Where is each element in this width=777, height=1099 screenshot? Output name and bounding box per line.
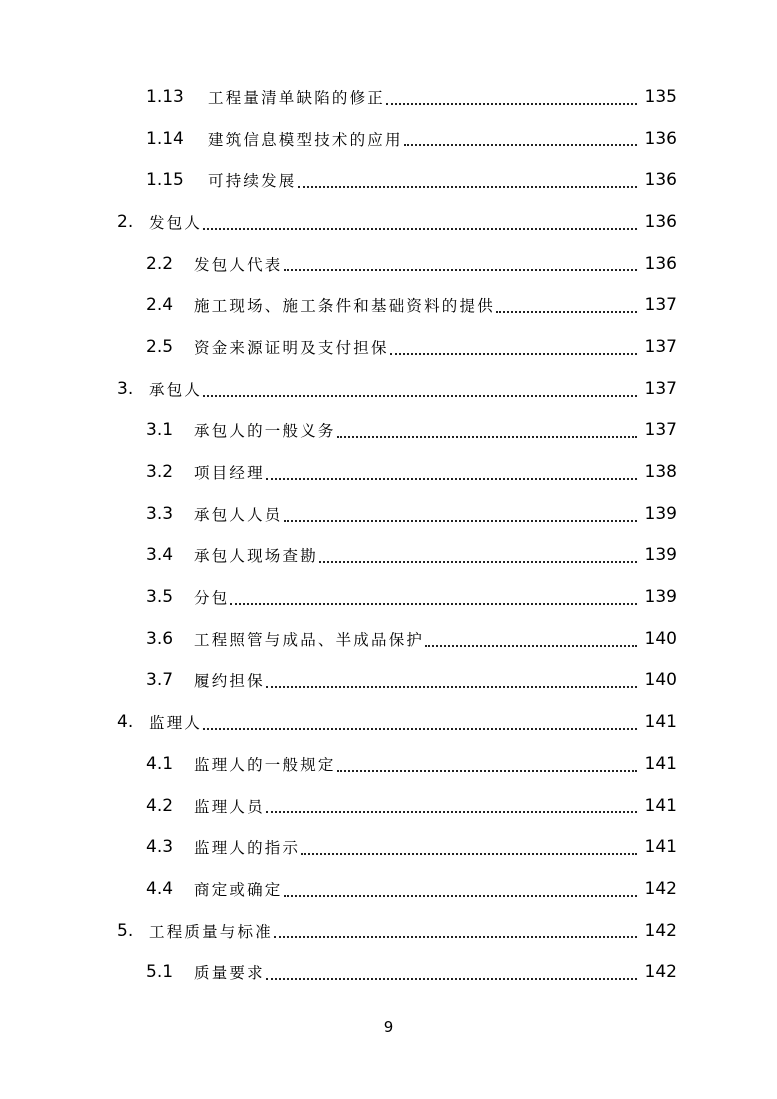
page-number: 9 xyxy=(383,1018,394,1036)
toc-entry-page: 141 xyxy=(644,712,677,733)
toc-entry-number: 2.4 xyxy=(146,295,174,316)
toc-leader-dots xyxy=(284,269,637,271)
toc-entry-page: 137 xyxy=(644,420,677,441)
toc-leader-dots xyxy=(203,228,637,230)
toc-entry-number: 4.3 xyxy=(146,837,174,858)
toc-entry-page: 136 xyxy=(644,170,677,191)
toc-entry-number: 1.13 xyxy=(146,86,184,107)
toc-entry-title: 工程质量与标准 xyxy=(149,922,273,941)
toc-entry-title: 质量要求 xyxy=(194,964,265,983)
toc-entry-4[interactable] xyxy=(0,701,777,743)
toc-leader-dots xyxy=(284,520,637,522)
toc-leader-dots xyxy=(284,895,637,897)
toc-leader-dots xyxy=(390,353,637,355)
toc-entry-page: 141 xyxy=(644,795,677,816)
toc-entry-number: 5.1 xyxy=(146,962,174,983)
toc-entry-page: 139 xyxy=(644,587,677,608)
toc-entry-4-4[interactable] xyxy=(0,868,777,910)
toc-entry-page: 139 xyxy=(644,503,677,524)
toc-entry-4-2[interactable] xyxy=(0,785,777,827)
toc-entry-number: 1.15 xyxy=(146,170,184,191)
toc-entry-number: 3.1 xyxy=(146,420,174,441)
toc-leader-dots xyxy=(319,561,637,563)
toc-entry-page: 137 xyxy=(644,336,677,357)
toc-entry-5-1[interactable] xyxy=(0,951,777,993)
toc-leader-dots xyxy=(386,103,637,105)
toc-entry-number: 4.4 xyxy=(146,878,174,899)
toc-entry-number: 1.14 xyxy=(146,128,184,149)
toc-leader-dots xyxy=(301,853,637,855)
toc-entry-number: 3.7 xyxy=(146,670,174,691)
toc-entry-page: 140 xyxy=(644,670,677,691)
toc-entry-title: 发包人代表 xyxy=(194,255,283,274)
toc-leader-dots xyxy=(266,686,637,688)
toc-entry-1-14[interactable] xyxy=(0,118,777,160)
toc-entry-3-7[interactable] xyxy=(0,660,777,702)
toc-leader-dots xyxy=(337,436,637,438)
toc-entry-number: 2.2 xyxy=(146,253,174,274)
toc-entry-page: 140 xyxy=(644,628,677,649)
toc-entry-3[interactable] xyxy=(0,368,777,410)
toc-entry-title: 工程量清单缺陷的修正 xyxy=(208,88,386,107)
toc-entry-3-4[interactable] xyxy=(0,535,777,577)
toc-entry-title: 承包人 xyxy=(149,380,203,399)
toc-entry-5[interactable] xyxy=(0,910,777,952)
toc-entry-title: 商定或确定 xyxy=(194,880,283,899)
toc-entry-title: 监理人员 xyxy=(194,797,265,816)
toc-entry-number: 3.6 xyxy=(146,628,174,649)
toc-entry-title: 施工现场、施工条件和基础资料的提供 xyxy=(194,297,495,316)
toc-entry-title: 承包人现场查勘 xyxy=(194,547,318,566)
toc-entry-page: 139 xyxy=(644,545,677,566)
toc-entry-1-15[interactable] xyxy=(0,159,777,201)
toc-entry-title: 承包人的一般义务 xyxy=(194,422,336,441)
toc-entry-1-13[interactable] xyxy=(0,76,777,118)
toc-entry-title: 监理人的指示 xyxy=(194,839,301,858)
toc-leader-dots xyxy=(230,603,637,605)
toc-entry-title: 监理人 xyxy=(149,714,203,733)
toc-entry-title: 项目经理 xyxy=(194,464,265,483)
toc-leader-dots xyxy=(274,936,637,938)
toc-leader-dots xyxy=(496,311,637,313)
toc-entry-4-3[interactable] xyxy=(0,826,777,868)
toc-entry-page: 136 xyxy=(644,128,677,149)
toc-entry-number: 5. xyxy=(117,920,134,941)
toc-entry-title: 监理人的一般规定 xyxy=(194,755,336,774)
toc-entry-page: 142 xyxy=(644,962,677,983)
toc-entry-title: 履约担保 xyxy=(194,672,265,691)
toc-entry-title: 承包人人员 xyxy=(194,505,283,524)
toc-leader-dots xyxy=(266,978,637,980)
toc-entry-title: 发包人 xyxy=(149,213,203,232)
toc-entry-3-3[interactable] xyxy=(0,493,777,535)
toc-entry-page: 141 xyxy=(644,837,677,858)
toc-entry-title: 工程照管与成品、半成品保护 xyxy=(194,630,425,649)
toc-leader-dots xyxy=(404,144,637,146)
toc-entry-2[interactable] xyxy=(0,201,777,243)
toc-entry-number: 3. xyxy=(117,378,134,399)
toc-entry-3-2[interactable] xyxy=(0,451,777,493)
toc-leader-dots xyxy=(266,811,637,813)
table-of-contents xyxy=(0,76,777,993)
toc-entry-number: 3.5 xyxy=(146,587,174,608)
toc-leader-dots xyxy=(203,395,637,397)
toc-entry-page: 142 xyxy=(644,878,677,899)
toc-entry-number: 4.2 xyxy=(146,795,174,816)
toc-entry-page: 135 xyxy=(644,86,677,107)
toc-leader-dots xyxy=(266,478,637,480)
toc-entry-title: 建筑信息模型技术的应用 xyxy=(208,130,403,149)
toc-entry-page: 137 xyxy=(644,378,677,399)
toc-entry-4-1[interactable] xyxy=(0,743,777,785)
toc-entry-2-5[interactable] xyxy=(0,326,777,368)
toc-entry-3-6[interactable] xyxy=(0,618,777,660)
toc-entry-title: 资金来源证明及支付担保 xyxy=(194,338,389,357)
toc-entry-number: 2. xyxy=(117,211,134,232)
toc-entry-page: 136 xyxy=(644,211,677,232)
toc-leader-dots xyxy=(203,728,637,730)
toc-entry-number: 3.4 xyxy=(146,545,174,566)
toc-entry-2-4[interactable] xyxy=(0,284,777,326)
toc-leader-dots xyxy=(425,645,637,647)
toc-leader-dots xyxy=(298,186,637,188)
toc-entry-number: 4.1 xyxy=(146,753,174,774)
toc-entry-page: 138 xyxy=(644,462,677,483)
toc-entry-3-5[interactable] xyxy=(0,576,777,618)
toc-entry-2-2[interactable] xyxy=(0,243,777,285)
toc-entry-page: 141 xyxy=(644,753,677,774)
toc-entry-title: 分包 xyxy=(194,589,230,608)
toc-entry-number: 2.5 xyxy=(146,336,174,357)
toc-leader-dots xyxy=(337,770,637,772)
toc-entry-number: 3.3 xyxy=(146,503,174,524)
toc-entry-page: 142 xyxy=(644,920,677,941)
toc-entry-3-1[interactable] xyxy=(0,410,777,452)
toc-entry-page: 137 xyxy=(644,295,677,316)
toc-entry-number: 3.2 xyxy=(146,462,174,483)
toc-entry-page: 136 xyxy=(644,253,677,274)
toc-entry-number: 4. xyxy=(117,712,134,733)
toc-entry-title: 可持续发展 xyxy=(208,172,297,191)
